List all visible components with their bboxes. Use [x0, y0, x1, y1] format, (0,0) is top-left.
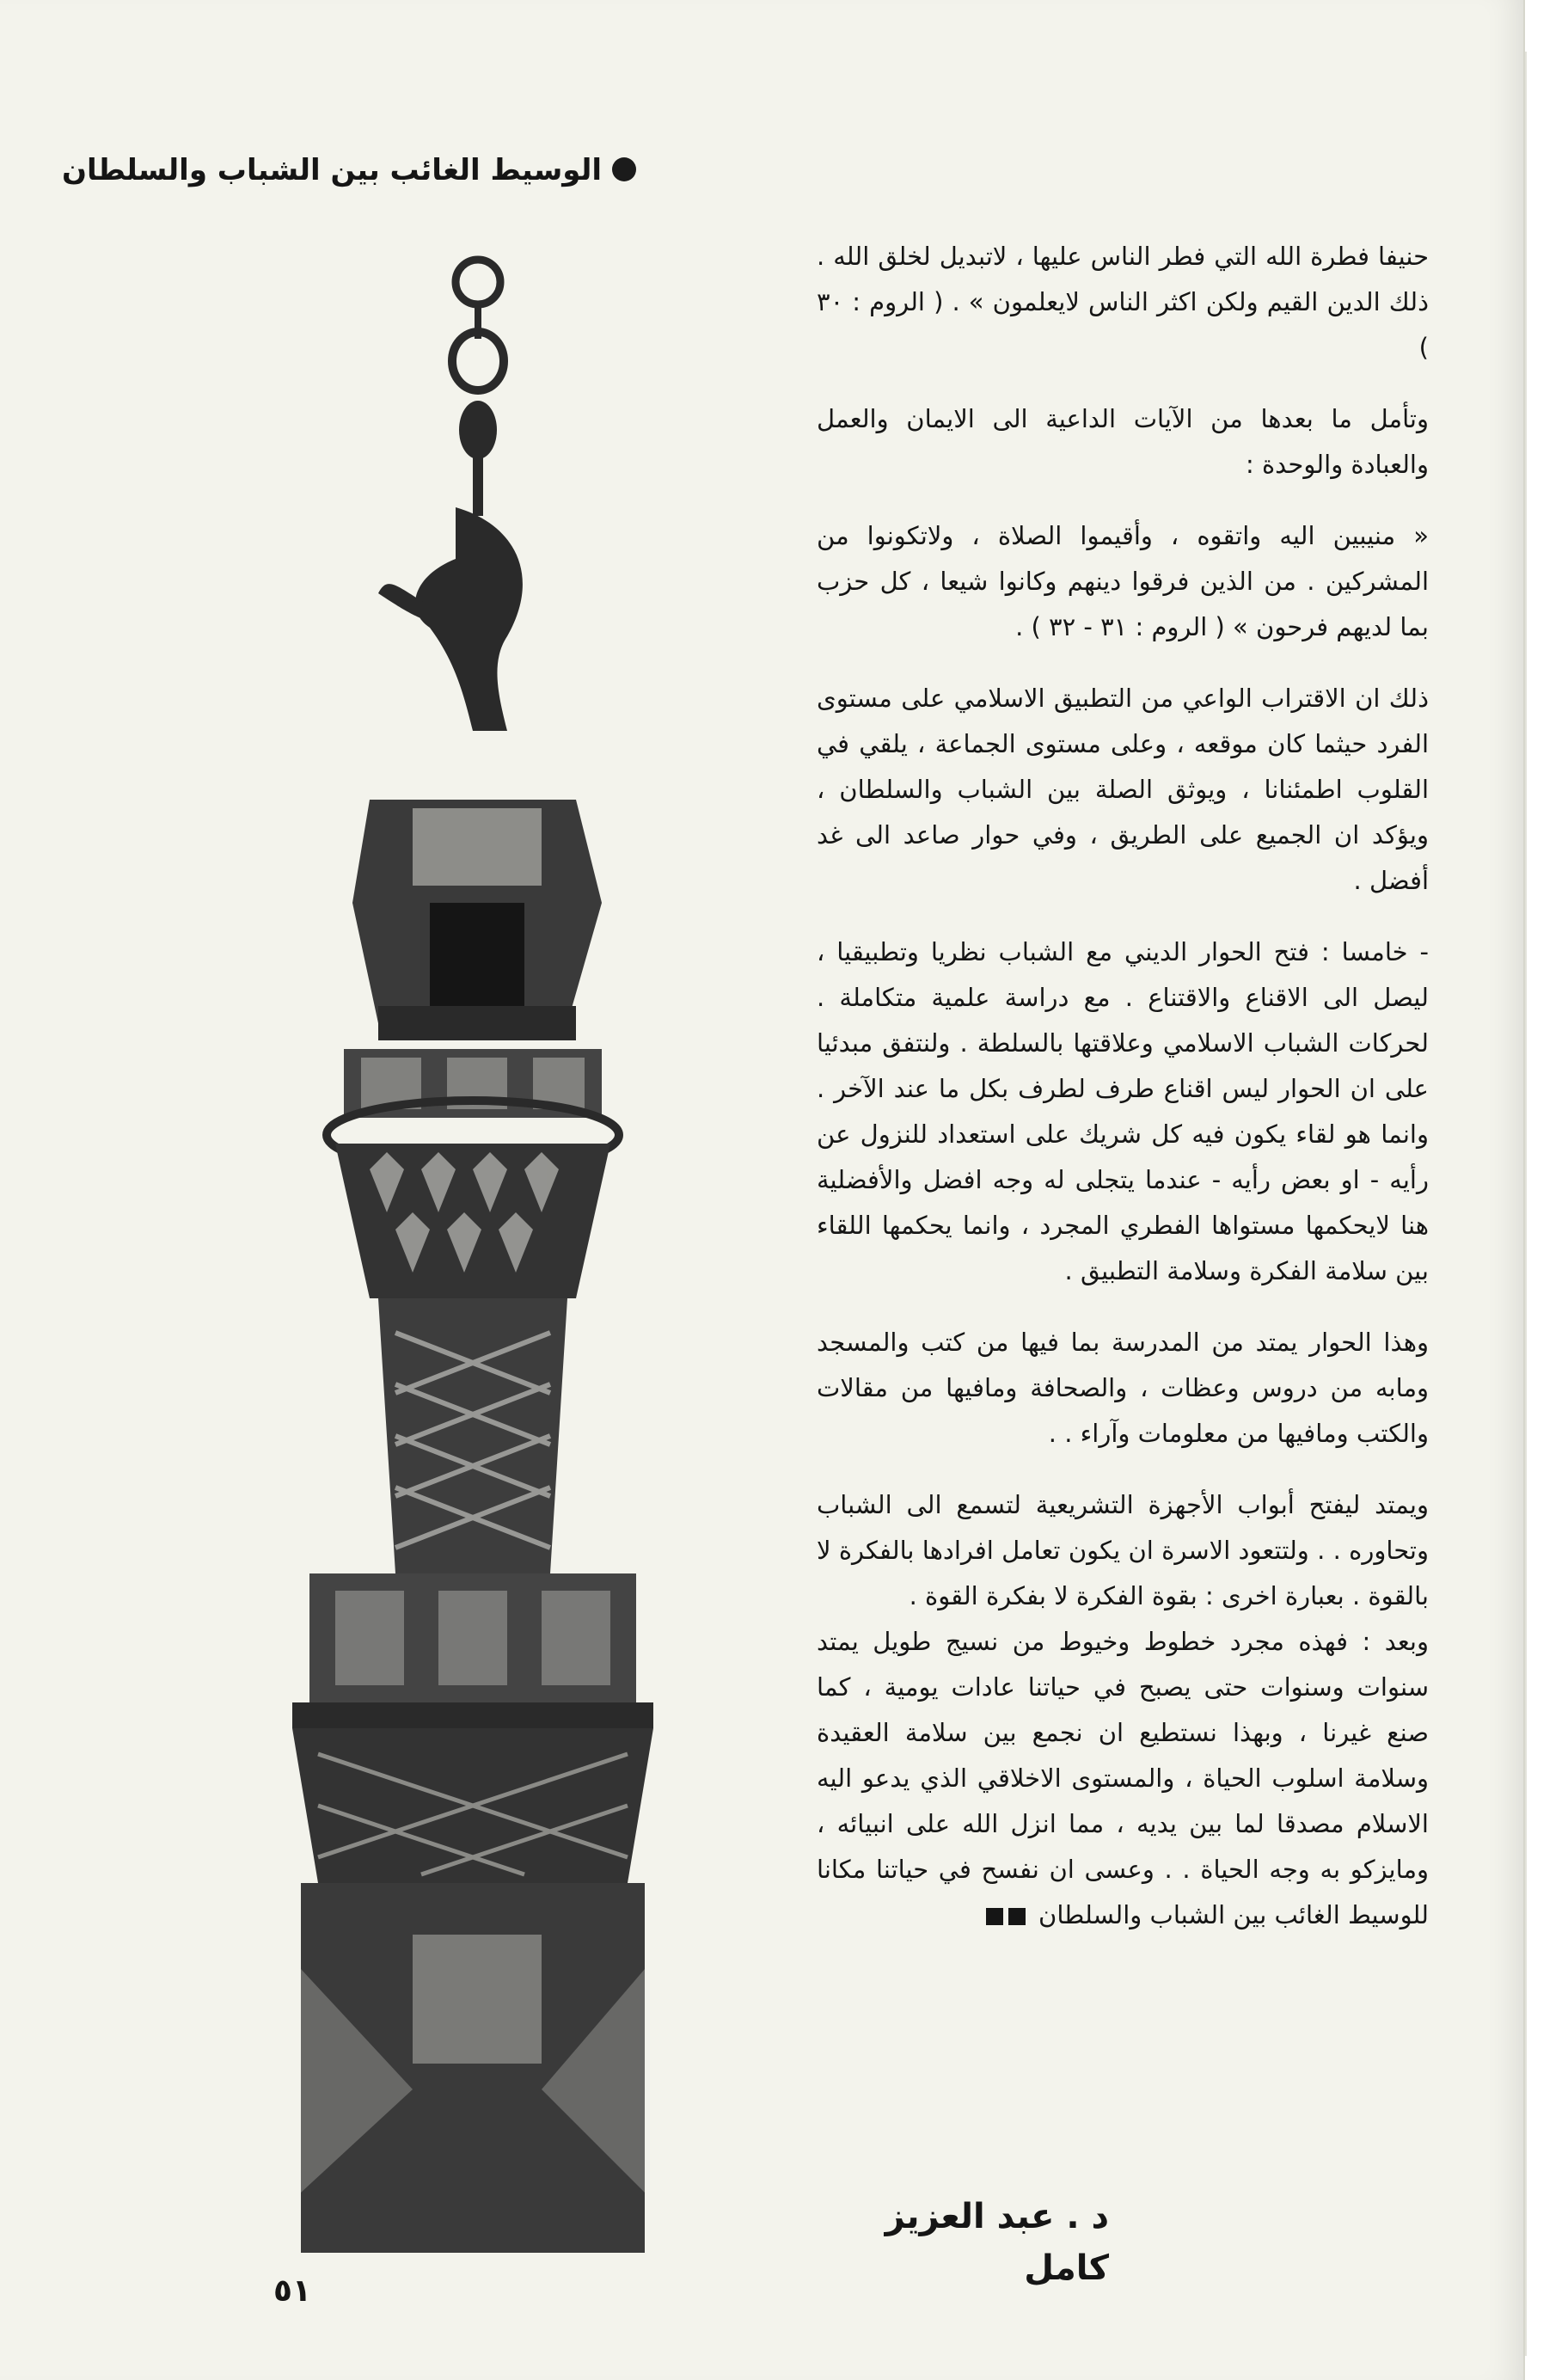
article-body	[817, 234, 1429, 1938]
minaret-icon	[198, 249, 765, 2253]
header-title: الوسيط الغائب بين الشباب والسلطان	[62, 153, 602, 187]
paragraph-8: وبعد : فهذه مجرد خطوط وخيوط من نسيج طويل يمتد سنوات وسنوات حتى يصبح في حياتنا عادات يومية ، كما صنع غيرنا ، وبهذا نستطيع ان نجمع بين سلامة العقيدة وسلامة اسلوب الحياة ، والمستوى الاخلاقي الذي يدعو اليه الاسلام مصدقا لما بين يديه ، مما انزل الله على انبيائه ، ومايزكو به وجه الحياة . . وعسى ان نفسح في حياتنا مكانا للوسيط الغائب بين الشباب والسلطان	[817, 1627, 1429, 1929]
paragraph-4: ذلك ان الاقتراب الواعي من التطبيق الاسلامي على مستوى الفرد حيثما كان موقعه ، وعلى مستوى الجماعة ، يلقي في القلوب اطمئنانا ، ويوثق الصلة بين الشباب والسلطان ، ويؤكد ان الجميع على الطريق ، وفي حوار صاعد الى غد أفضل .	[817, 684, 1429, 895]
paragraph-8-wrapper	[817, 1619, 1429, 1938]
end-mark-icon	[986, 1908, 1003, 1925]
page-number: ٥١	[273, 2273, 311, 2309]
paragraph-2: وتأمل ما بعدها من الآيات الداعية الى الايمان والعمل والعبادة والوحدة :	[817, 404, 1429, 479]
end-mark-icon	[1008, 1908, 1026, 1925]
page-edge	[1525, 52, 1527, 2356]
author-signature: د . عبد العزيز كامل	[885, 2197, 1109, 2288]
paragraph-5: - خامسا : فتح الحوار الديني مع الشباب نظريا وتطبيقيا ، ليصل الى الاقناع والاقتناع . مع دراسة علمية متكاملة . لحركات الشباب الاسلامي وعلاقتها بالسلطة . ولنتفق مبدئيا على ان الحوار ليس اقناع طرف لطرف بكل ما عند الآخر . وانما هو لقاء يكون فيه كل شريك على استعداد للنزول عن رأيه - او بعض رأيه - عندما يتجلى له وجه افضل والأفضلية هنا لايحكمها مستواها الفطري المجرد ، وانما يحكمها اللقاء بين سلامة الفكرة وسلامة التطبيق .	[817, 937, 1429, 1285]
running-header	[62, 148, 636, 193]
minaret-illustration	[198, 249, 765, 2253]
header-bullet-icon	[612, 157, 636, 181]
paragraph-6: وهذا الحوار يمتد من المدرسة بما فيها من كتب والمسجد ومابه من دروس وعظات ، والصحافة ومافيها من مقالات والكتب ومافيها من معلومات وآراء . .	[817, 1328, 1429, 1448]
paragraph-3: « منيبين اليه واتقوه ، وأقيموا الصلاة ، ولاتكونوا من المشركين . من الذين فرقوا دينهم وكانوا شيعا ، كل حزب بما لديهم فرحون » ( الروم : ٣١ - ٣٢ ) .	[817, 521, 1429, 641]
paragraph-1: حنيفا فطرة الله التي فطر الناس عليها ، لاتبديل لخلق الله . ذلك الدين القيم ولكن اكثر الناس لايعلمون » . ( الروم : ٣٠ )	[817, 242, 1429, 362]
paragraph-7: ويمتد ليفتح أبواب الأجهزة التشريعية لتسمع الى الشباب وتحاوره . . ولتتعود الاسرة ان يكون تعامل افرادها بالفكرة لا بالقوة . بعبارة اخرى : بقوة الفكرة لا بفكرة القوة .	[817, 1490, 1429, 1610]
